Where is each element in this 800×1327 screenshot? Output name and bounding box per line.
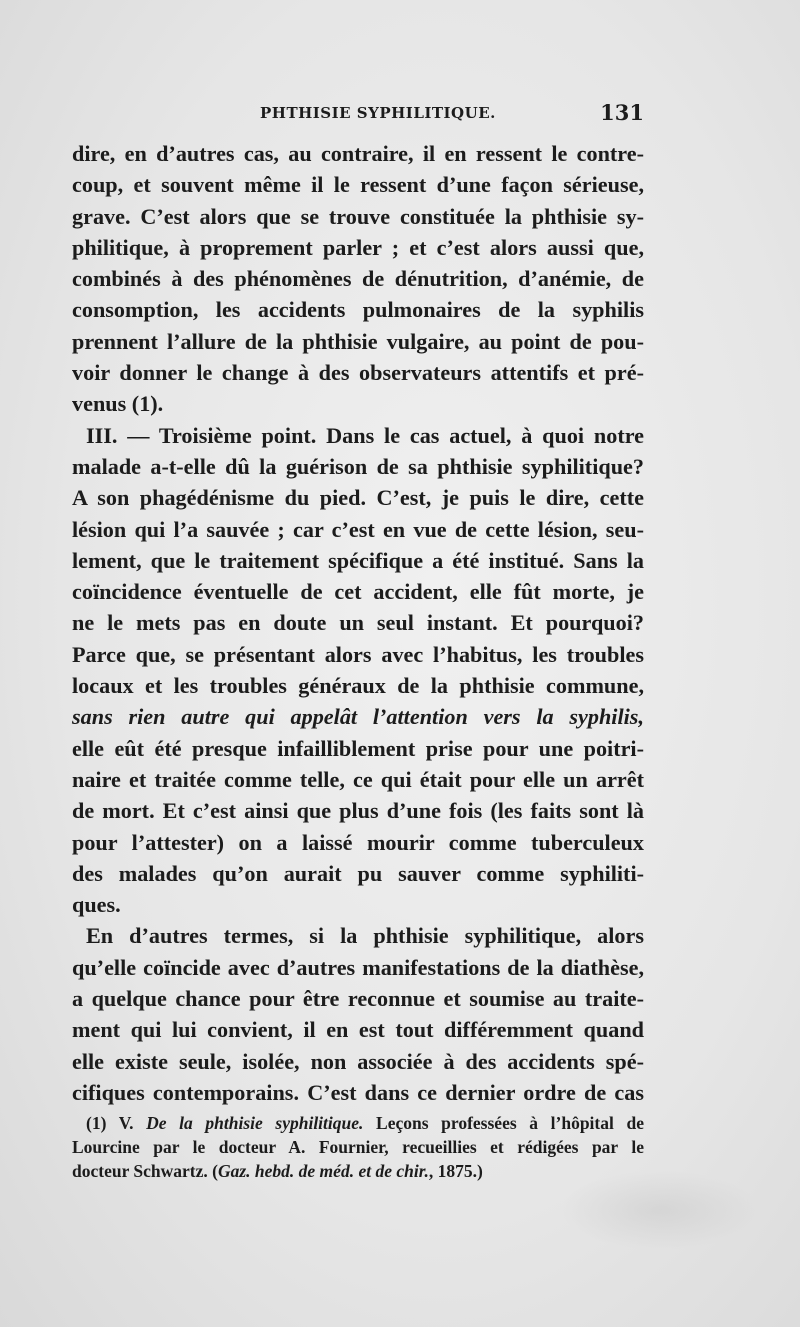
footnote-line: [72, 1159, 644, 1183]
show-through-smudge: [560, 1170, 760, 1250]
text-line: [72, 232, 644, 263]
text-segment: ques.: [72, 892, 121, 918]
text-segment: venus (1).: [72, 391, 164, 417]
italic-text: Gaz. hebd. de méd. et de chir.: [217, 1161, 429, 1181]
text-line: [72, 294, 644, 325]
text-segment: qu’elle coïncide avec d’autres manifestations de la diathèse,: [72, 954, 644, 980]
text-segment: En d’autres termes, si la phthisie syphilitique, alors: [86, 923, 644, 949]
text-segment: de mort. Et c’est ainsi que plus d’une fois (les faits sont là: [72, 798, 644, 824]
text-segment: consomption, les accidents pulmonaires de la syphilis: [72, 297, 644, 323]
text-segment: ne le mets pas en doute un seul instant. Et pourquoi?: [72, 610, 644, 636]
text-line: [72, 983, 644, 1014]
text-segment: prennent l’allure de la phthisie vulgaire, au point de pou-: [72, 328, 644, 354]
text-line: [72, 920, 644, 951]
text-segment: docteur Schwartz. (: [72, 1161, 218, 1181]
text-segment: grave. C’est alors que se trouve constituée la phthisie sy-: [72, 203, 644, 229]
text-segment: elle existe seule, isolée, non associée à des accidents spé-: [72, 1048, 644, 1074]
text-line: [72, 733, 644, 764]
text-line: [72, 514, 644, 545]
text-line: [72, 1014, 644, 1045]
body-text: [72, 138, 644, 1108]
text-line: [72, 701, 644, 732]
text-line: [72, 889, 644, 920]
text-line: [72, 388, 644, 419]
italic-text: sans rien autre qui appelât l’attention vers la syphilis,: [72, 704, 644, 730]
text-line: [72, 952, 644, 983]
text-segment: Leçons professées à l’hôpital de: [363, 1113, 644, 1133]
text-segment: malade a-t-elle dû la guérison de sa phthisie syphilitique?: [72, 453, 644, 479]
text-segment: lésion qui l’a sauvée ; car c’est en vue de cette lésion, seu-: [72, 516, 644, 542]
text-segment: a quelque chance pour être reconnue et soumise au traite-: [72, 986, 644, 1012]
text-segment: A son phagédénisme du pied. C’est, je puis le dire, cette: [72, 485, 644, 511]
text-segment: locaux et les troubles généraux de la phthisie commune,: [72, 673, 644, 699]
footnote-line: [72, 1135, 644, 1159]
text-line: [72, 451, 644, 482]
text-segment: coïncidence éventuelle de cet accident, elle fût morte, je: [72, 579, 644, 605]
text-line: [72, 1077, 644, 1108]
text-segment: , 1875.): [428, 1161, 483, 1181]
text-segment: ment qui lui convient, il en est tout différemment quand: [72, 1017, 644, 1043]
text-line: [72, 607, 644, 638]
text-segment: III. — Troisième point. Dans le cas actuel, à quoi notre: [86, 422, 644, 448]
text-line: [72, 138, 644, 169]
text-line: [72, 764, 644, 795]
text-line: [72, 795, 644, 826]
text-line: [72, 326, 644, 357]
text-segment: cifiques contemporains. C’est dans ce dernier ordre de cas: [72, 1079, 644, 1105]
text-segment: dire, en d’autres cas, au contraire, il en ressent le contre-: [72, 141, 644, 166]
text-line: [72, 482, 644, 513]
text-line: [72, 263, 644, 294]
text-segment: naire et traitée comme telle, ce qui était pour elle un arrêt: [72, 766, 644, 792]
text-line: [72, 420, 644, 451]
text-line: [72, 670, 644, 701]
text-line: [72, 639, 644, 670]
running-head: PHTHISIE SYPHILITIQUE.: [260, 104, 496, 122]
text-segment: lement, que le traitement spécifique a été institué. Sans la: [72, 547, 644, 573]
footnote-line: [72, 1111, 644, 1135]
italic-text: De la phthisie syphilitique.: [146, 1113, 364, 1133]
text-segment: elle eût été presque infailliblement prise pour une poitri-: [72, 735, 644, 761]
text-segment: des malades qu’on aurait pu sauver comme syphiliti-: [72, 860, 644, 886]
text-line: [72, 545, 644, 576]
text-segment: philitique, à proprement parler ; et c’est alors aussi que,: [72, 234, 644, 260]
text-line: [72, 858, 644, 889]
text-segment: combinés à des phénomènes de dénutrition, d’anémie, de: [72, 266, 644, 292]
page-number: 131: [600, 100, 644, 125]
text-segment: pour l’attester) on a laissé mourir comme tuberculeux: [72, 829, 644, 855]
text-line: [72, 169, 644, 200]
page-header: [72, 100, 644, 128]
text-line: [72, 201, 644, 232]
text-segment: coup, et souvent même il le ressent d’une façon sérieuse,: [72, 172, 644, 198]
text-line: [72, 1046, 644, 1077]
text-segment: (1) V.: [86, 1113, 147, 1133]
text-line: [72, 357, 644, 388]
text-segment: Parce que, se présentant alors avec l’habitus, les troubles: [72, 641, 644, 667]
text-line: [72, 576, 644, 607]
text-segment: Lourcine par le docteur A. Fournier, recueillies et rédigées par le: [72, 1137, 644, 1157]
text-line: [72, 827, 644, 858]
text-segment: voir donner le change à des observateurs attentifs et pré-: [72, 360, 644, 386]
footnote: [72, 1111, 644, 1183]
